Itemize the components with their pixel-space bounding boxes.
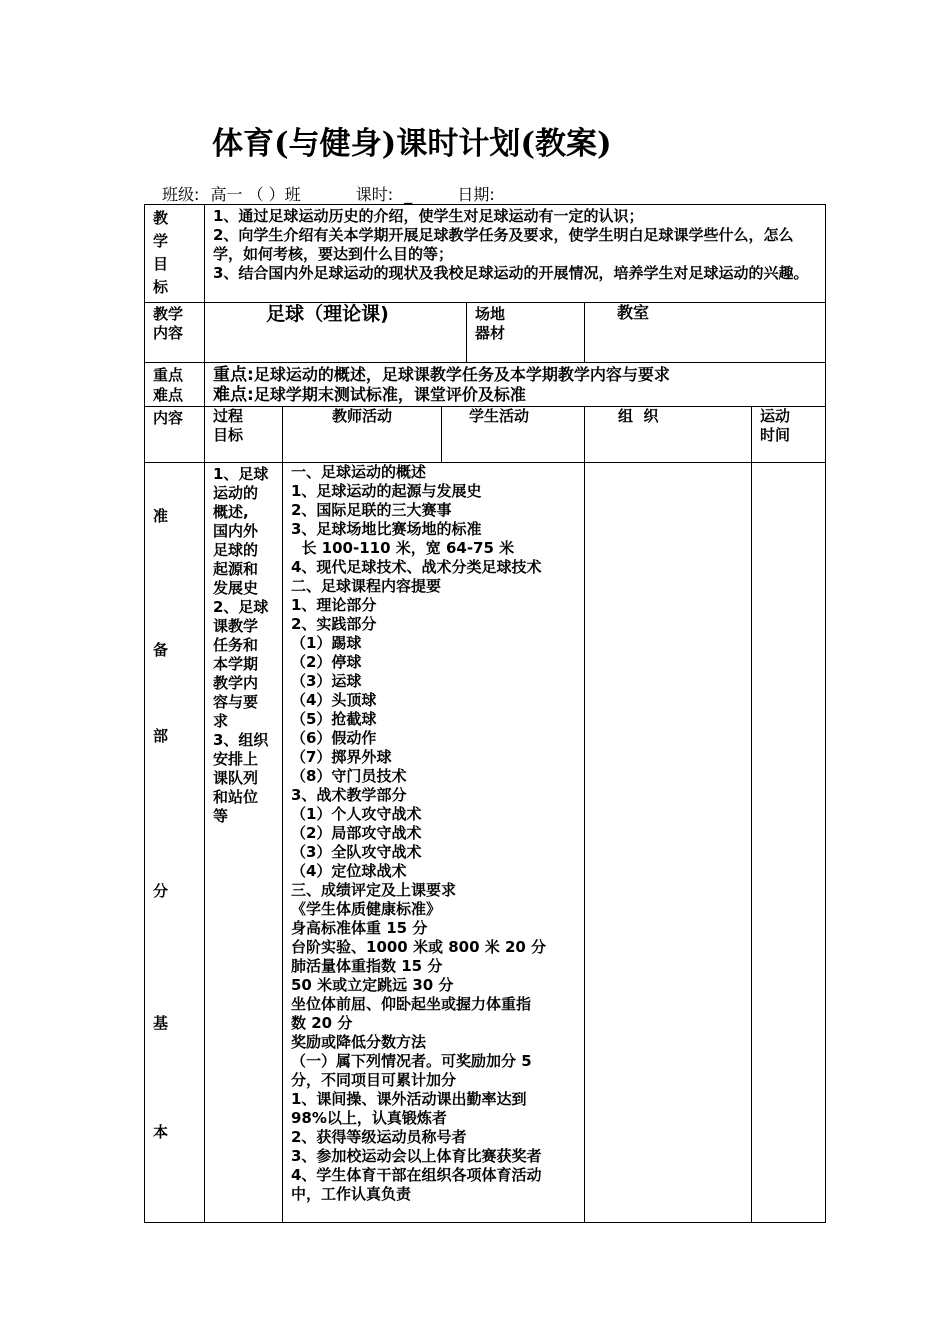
goals-label-char: 目 bbox=[153, 255, 169, 273]
teacher-line: 一、足球运动的概述 bbox=[291, 463, 427, 481]
teacher-line: 肺活量体重指数 15 分 bbox=[291, 957, 443, 975]
process-line: 起源和 bbox=[213, 560, 259, 578]
goals-row bbox=[145, 205, 826, 303]
teacher-line: 2、获得等级运动员称号者 bbox=[291, 1128, 467, 1146]
process-line: 安排上 bbox=[213, 750, 259, 768]
venue-label: 场地器材 bbox=[467, 303, 585, 363]
class-value: 高一 （ ）班 bbox=[210, 185, 301, 204]
goals-label-char: 教 bbox=[153, 209, 169, 227]
goals-label-char: 学 bbox=[153, 232, 169, 250]
teacher-line: 分，不同项目可累计加分 bbox=[291, 1071, 457, 1089]
teacher-line: 1、理论部分 bbox=[291, 596, 377, 614]
col-student: 学生活动 bbox=[442, 407, 585, 463]
goal-line: 1、通过足球运动历史的介绍，使学生对足球运动有一定的认识； bbox=[213, 207, 644, 225]
organization-cell bbox=[585, 463, 752, 1223]
section-char: 部 bbox=[153, 727, 169, 745]
col-content: 内容 bbox=[145, 407, 205, 463]
goals-text bbox=[205, 205, 826, 303]
focus-row bbox=[145, 363, 826, 407]
teacher-line: （8）守门员技术 bbox=[291, 767, 407, 785]
process-line: 发展史 bbox=[213, 579, 259, 597]
col-org: 组 织 bbox=[585, 407, 752, 463]
teacher-line: 1、足球运动的起源与发展史 bbox=[291, 482, 482, 500]
class-label: 班级: bbox=[162, 185, 200, 204]
time-cell bbox=[752, 463, 826, 1223]
teacher-line: 2、国际足联的三大赛事 bbox=[291, 501, 452, 519]
date-label: 日期: bbox=[457, 185, 495, 204]
section-char: 准 bbox=[153, 507, 169, 525]
goals-label bbox=[145, 205, 205, 303]
teacher-line: 4、现代足球技术、战术分类足球技术 bbox=[291, 558, 542, 576]
goals-label-char: 标 bbox=[153, 278, 169, 296]
teacher-line: （1）踢球 bbox=[291, 634, 362, 652]
teacher-line: （3）全队攻守战术 bbox=[291, 843, 422, 861]
process-line: 1、足球 bbox=[213, 465, 269, 483]
process-line: 本学期 bbox=[213, 655, 259, 673]
process-line: 3、组织 bbox=[213, 731, 269, 749]
teacher-line: 《学生体质健康标准》 bbox=[291, 900, 442, 918]
venue-value: 教室 bbox=[585, 303, 826, 363]
teacher-line: 2、实践部分 bbox=[291, 615, 377, 633]
teacher-line: 4、学生体育干部在组织各项体育活动 bbox=[291, 1166, 542, 1184]
process-goals bbox=[205, 463, 283, 1223]
teacher-line: （7）掷界外球 bbox=[291, 748, 392, 766]
col-teacher: 教师活动 bbox=[283, 407, 442, 463]
teacher-line: （4）头顶球 bbox=[291, 691, 377, 709]
content-label: 教学内容 bbox=[145, 303, 205, 363]
section-label bbox=[145, 463, 205, 1223]
goal-line: 2、向学生介绍有关本学期开展足球教学任务及要求，使学生明白足球课学些什么，怎么学，如何考核，要达到什么目的等； bbox=[213, 226, 794, 263]
column-header-row bbox=[145, 407, 826, 463]
teacher-line: （2）停球 bbox=[291, 653, 362, 671]
content-value: 足球（理论课) bbox=[205, 303, 467, 363]
body-row bbox=[145, 463, 826, 1223]
teacher-line: 98%以上，认真锻炼者 bbox=[291, 1109, 447, 1127]
teacher-line: 数 20 分 bbox=[291, 1014, 353, 1032]
process-line: 足球的 bbox=[213, 541, 259, 559]
process-line: 任务和 bbox=[213, 636, 259, 654]
teacher-line: 台阶实验、1000 米或 800 米 20 分 bbox=[291, 938, 547, 956]
content-row bbox=[145, 303, 826, 363]
teacher-line: （1）个人攻守战术 bbox=[291, 805, 422, 823]
period-value: _ bbox=[404, 185, 413, 204]
teacher-line: 三、成绩评定及上课要求 bbox=[291, 881, 457, 899]
teacher-line: 3、参加校运动会以上体育比赛获奖者 bbox=[291, 1147, 542, 1165]
teacher-line: 二、足球课程内容提要 bbox=[291, 577, 442, 595]
teacher-line: 奖励或降低分数方法 bbox=[291, 1033, 427, 1051]
period-label: 课时: bbox=[355, 185, 394, 204]
teacher-line: 3、足球场地比赛场地的标准 bbox=[291, 520, 482, 538]
section-char: 分 bbox=[153, 882, 169, 900]
process-line: 课教学 bbox=[213, 617, 259, 635]
teacher-line: （2）局部攻守战术 bbox=[291, 824, 422, 842]
lesson-plan-table bbox=[144, 204, 826, 1223]
process-line: 课队列 bbox=[213, 769, 259, 787]
teacher-line: （一）属下列情况者。可奖励加分 5 bbox=[291, 1052, 532, 1070]
process-line: 运动的 bbox=[213, 484, 259, 502]
teacher-line: （6）假动作 bbox=[291, 729, 377, 747]
teacher-line: 身高标准体重 15 分 bbox=[291, 919, 428, 937]
process-line: 教学内 bbox=[213, 674, 259, 692]
process-line: 和站位 bbox=[213, 788, 259, 806]
teacher-line: （4）定位球战术 bbox=[291, 862, 407, 880]
meta-line bbox=[162, 182, 495, 205]
goal-line: 3、结合国内外足球运动的现状及我校足球运动的开展情况，培养学生对足球运动的兴趣。 bbox=[213, 264, 809, 282]
process-line: 2、足球 bbox=[213, 598, 269, 616]
focus-label: 重点难点 bbox=[145, 363, 205, 407]
teacher-line: 3、战术教学部分 bbox=[291, 786, 407, 804]
focus-text: 重点:足球运动的概述，足球课教学任务及本学期教学内容与要求 难点:足球学期末测试标准，课堂评价及标准 bbox=[205, 363, 826, 407]
teacher-line: 中，工作认真负责 bbox=[291, 1185, 412, 1203]
teacher-line: 长 100-110 米，宽 64-75 米 bbox=[291, 539, 515, 557]
section-char: 基 bbox=[153, 1014, 169, 1032]
process-line: 容与要 bbox=[213, 693, 259, 711]
process-line: 概述, bbox=[213, 503, 249, 521]
section-char: 备 bbox=[153, 641, 169, 659]
col-time: 运动时间 bbox=[752, 407, 826, 463]
process-line: 求 bbox=[213, 712, 229, 730]
teacher-line: 坐位体前屈、仰卧起坐或握力体重指 bbox=[291, 995, 532, 1013]
page-title: 体育(与健身)课时计划(教案) bbox=[212, 126, 612, 162]
teacher-line: （5）抢截球 bbox=[291, 710, 377, 728]
teacher-activities bbox=[283, 463, 585, 1223]
teacher-line: 50 米或立定跳远 30 分 bbox=[291, 976, 454, 994]
teacher-line: 1、课间操、课外活动课出勤率达到 bbox=[291, 1090, 527, 1108]
process-line: 等 bbox=[213, 807, 229, 825]
teacher-line: （3）运球 bbox=[291, 672, 362, 690]
process-line: 国内外 bbox=[213, 522, 259, 540]
section-char: 本 bbox=[153, 1123, 169, 1141]
col-process: 过程目标 bbox=[205, 407, 283, 463]
